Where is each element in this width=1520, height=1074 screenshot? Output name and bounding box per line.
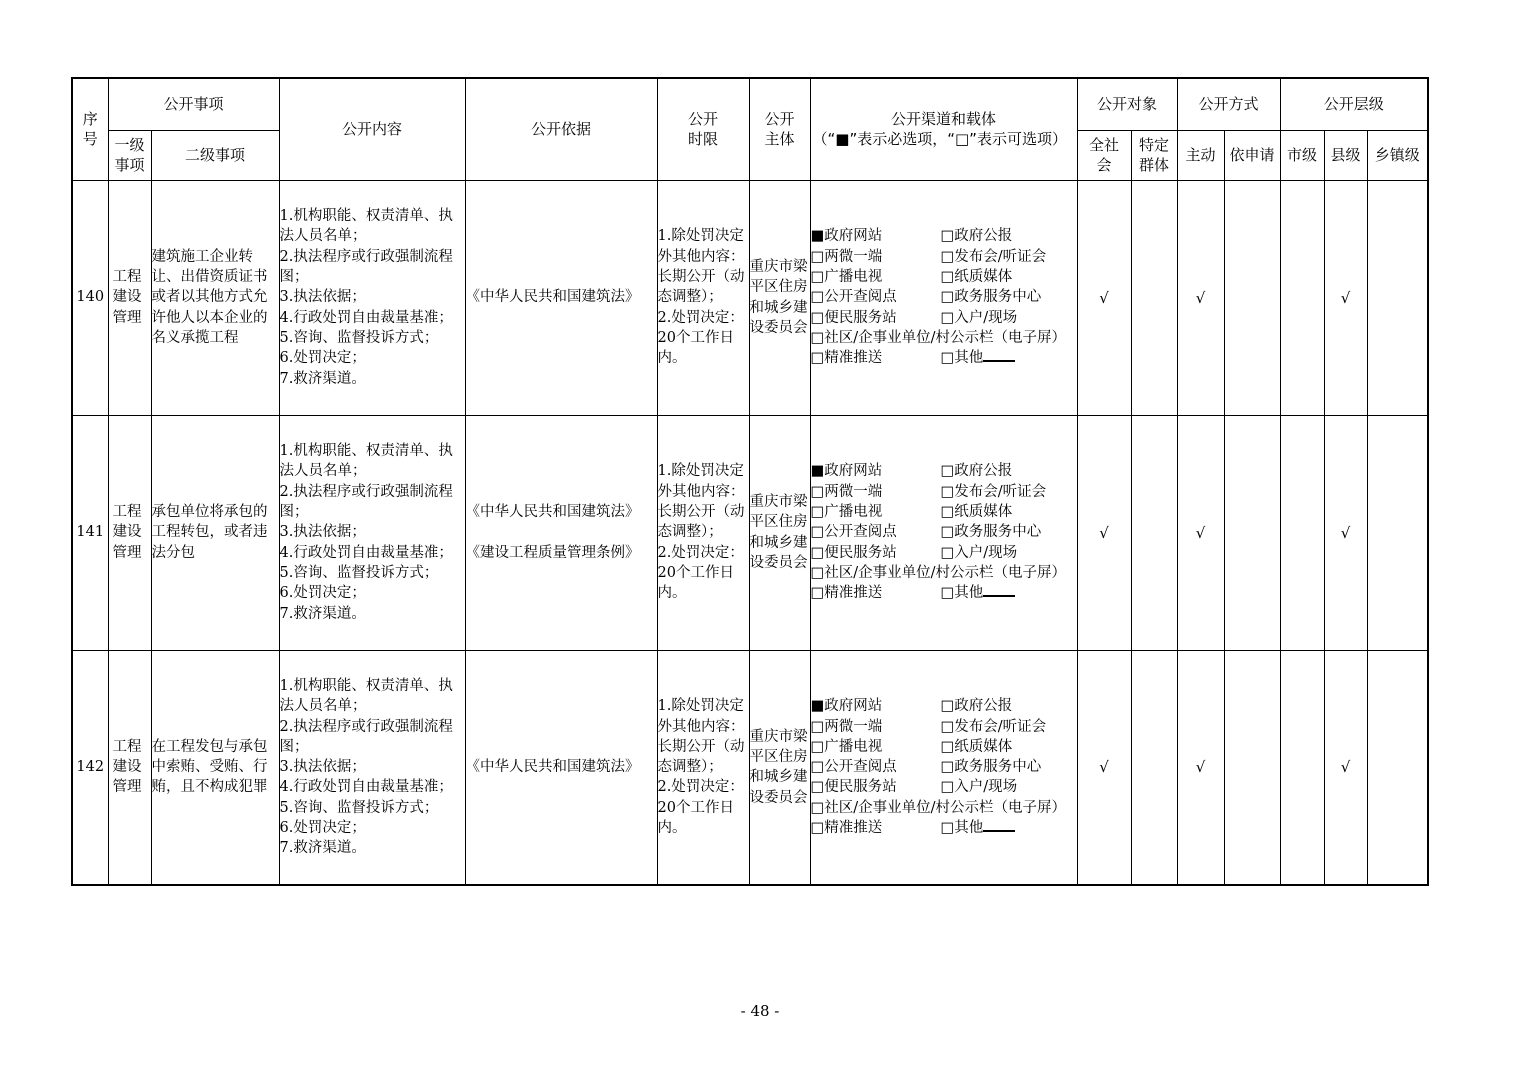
content-line: 2.执法程序或行政强制流程图； [279, 718, 453, 755]
channel-option: □发布会/听证会 [940, 718, 1047, 735]
content-line: 5.咨询、监督投诉方式； [279, 564, 439, 581]
deadline-line: 2.处罚决定：20个工作日内。 [657, 309, 744, 367]
header-item-group: 公开事项 [108, 78, 279, 130]
mark-level-town [1367, 650, 1428, 885]
content-line: 3.执法依据； [279, 289, 366, 306]
row-deadline [657, 650, 749, 885]
deadline-line: 1.除处罚决定外其他内容：长期公开（动态调整）； [657, 463, 745, 541]
blank-underline [983, 348, 1015, 362]
channel-option-other [941, 348, 1071, 368]
content-line: 1.机构职能、权责清单、执法人员名单； [279, 677, 453, 715]
channel-other-text: □其他 [940, 819, 984, 836]
header-content: 公开内容 [279, 78, 465, 180]
channel-option: □纸质媒体 [940, 504, 1013, 521]
channel-option: □便民服务站 [810, 309, 897, 326]
header-channels-title: 公开渠道和载体 [891, 110, 997, 129]
channel-option: □公开查阅点 [810, 524, 897, 541]
header-channels-note: （“■”表示必选项，“□”表示可选项） [812, 130, 1067, 149]
mark-target-specific [1131, 415, 1177, 650]
row-level2-text: 在工程发包与承包中索贿、受贿、行贿，且不构成犯罪 [151, 738, 268, 796]
basis-line: 《中华人民共和国建筑法》 [465, 289, 640, 306]
header-target-specific-label: 特定群体 [1139, 136, 1170, 174]
header-basis: 公开依据 [465, 78, 657, 180]
channel-option: □政府公报 [940, 463, 1013, 480]
channel-option: □发布会/听证会 [940, 248, 1047, 265]
channel-list [811, 696, 1077, 838]
row-subject [749, 180, 810, 415]
content-line: 4.行政处罚自由裁量基准； [279, 544, 453, 561]
channel-option: □入户/现场 [940, 779, 1018, 796]
row-seq: 140 [72, 180, 108, 415]
header-level2: 二级事项 [151, 130, 279, 180]
content-line: 7.救济渠道。 [279, 370, 366, 387]
content-line: 6.处罚决定； [279, 350, 366, 367]
mark-level-town [1367, 180, 1428, 415]
content-line: 6.处罚决定； [279, 585, 366, 602]
mark-level-city [1280, 180, 1324, 415]
header-level-city: 市级 [1280, 130, 1324, 180]
header-target: 公开对象 [1077, 78, 1177, 130]
mark-level-county: √ [1324, 650, 1367, 885]
header-target-all-label: 全社会 [1089, 136, 1120, 174]
mark-method-apply [1224, 180, 1280, 415]
mark-target-specific [1131, 180, 1177, 415]
row-seq: 142 [72, 650, 108, 885]
header-level-county: 县级 [1324, 130, 1367, 180]
mark-level-town [1367, 415, 1428, 650]
disclosure-table [71, 77, 1429, 886]
mark-method-apply [1224, 650, 1280, 885]
channel-option: □政务服务中心 [940, 524, 1042, 541]
header-method: 公开方式 [1177, 78, 1280, 130]
header-level-town: 乡镇级 [1367, 130, 1428, 180]
mark-level-city [1280, 415, 1324, 650]
content-line: 7.救济渠道。 [279, 605, 366, 622]
mark-level-city [1280, 650, 1324, 885]
channel-option: □政务服务中心 [940, 759, 1042, 776]
content-line: 7.救济渠道。 [279, 840, 366, 857]
row-content [279, 415, 465, 650]
channel-option: □精准推送 [810, 350, 883, 367]
header-level1-label: 一级事项 [114, 136, 145, 174]
basis-line: 《中华人民共和国建筑法》 [465, 759, 640, 776]
row-level1 [108, 180, 151, 415]
channel-other-text: □其他 [940, 585, 984, 602]
row-level2 [151, 650, 279, 885]
row-level2 [151, 415, 279, 650]
header-seq-label: 序号 [82, 110, 98, 149]
mark-level-county: √ [1324, 415, 1367, 650]
channel-option: □政府公报 [940, 698, 1013, 715]
row-subject-text: 重庆市梁平区住房和城乡建设委员会 [749, 258, 808, 336]
row-channels [810, 415, 1077, 650]
row-subject [749, 650, 810, 885]
header-deadline [657, 78, 749, 180]
row-level1 [108, 415, 151, 650]
channel-option-other [941, 583, 1071, 603]
header-channels [810, 78, 1077, 180]
table-row [72, 180, 1428, 415]
content-line: 5.咨询、监督投诉方式； [279, 329, 439, 346]
row-subject [749, 415, 810, 650]
basis-line: 《建设工程质量管理条例》 [465, 544, 640, 561]
row-level1-text: 工程建设管理 [112, 504, 142, 561]
channel-option: □公开查阅点 [810, 759, 897, 776]
content-line: 3.执法依据； [279, 524, 366, 541]
channel-option: □入户/现场 [940, 309, 1018, 326]
row-seq: 141 [72, 415, 108, 650]
channel-option: □政府公报 [940, 228, 1013, 245]
channel-option: □便民服务站 [810, 779, 897, 796]
channel-option: □纸质媒体 [940, 269, 1013, 286]
row-basis [465, 180, 657, 415]
channel-option: □广播电视 [810, 504, 883, 521]
channel-option-wide: □社区/企事业单位/村公示栏（电子屏） [810, 564, 1066, 581]
deadline-line: 1.除处罚决定外其他内容：长期公开（动态调整）； [657, 228, 745, 306]
row-content [279, 180, 465, 415]
channel-option: □便民服务站 [810, 544, 897, 561]
channel-option: ■政府网站 [810, 698, 883, 715]
channel-option: □公开查阅点 [810, 289, 897, 306]
content-line: 4.行政处罚自由裁量基准； [279, 309, 453, 326]
mark-target-specific [1131, 650, 1177, 885]
channel-option: □精准推送 [810, 819, 883, 836]
channel-option-wide: □社区/企事业单位/村公示栏（电子屏） [810, 799, 1066, 816]
header-level1 [108, 130, 151, 180]
deadline-line: 1.除处罚决定外其他内容：长期公开（动态调整）； [657, 698, 745, 776]
mark-level-county: √ [1324, 180, 1367, 415]
content-line: 1.机构职能、权责清单、执法人员名单； [279, 443, 453, 480]
row-level2-text: 建筑施工企业转让、出借资质证书或者以其他方式允许他人以本企业的名义承揽工程 [151, 248, 268, 346]
content-line: 2.执法程序或行政强制流程图； [279, 248, 453, 286]
row-channels [810, 650, 1077, 885]
content-line: 2.执法程序或行政强制流程图； [279, 483, 453, 521]
channel-option: □入户/现场 [940, 544, 1018, 561]
channel-option: □广播电视 [810, 738, 883, 755]
basis-line: 《中华人民共和国建筑法》 [465, 504, 640, 521]
row-basis [465, 650, 657, 885]
header-subject [749, 78, 810, 180]
row-deadline [657, 180, 749, 415]
header-deadline-label: 公开时限 [688, 110, 719, 149]
channel-option: □纸质媒体 [940, 738, 1013, 755]
header-target-all [1077, 130, 1131, 180]
row-level1-text: 工程建设管理 [112, 269, 142, 326]
row-deadline [657, 415, 749, 650]
content-line: 1.机构职能、权责清单、执法人员名单； [279, 208, 453, 245]
row-subject-text: 重庆市梁平区住房和城乡建设委员会 [749, 493, 808, 571]
channel-list [811, 226, 1077, 368]
page-number: - 48 - [740, 1002, 780, 1020]
channel-option-wide: □社区/企事业单位/村公示栏（电子屏） [810, 329, 1066, 346]
table-body [72, 180, 1428, 885]
channel-option: □精准推送 [810, 585, 883, 602]
header-method-active: 主动 [1177, 130, 1224, 180]
channel-option: □发布会/听证会 [940, 483, 1047, 500]
mark-method-apply [1224, 415, 1280, 650]
row-level1-text: 工程建设管理 [112, 738, 142, 796]
channel-option: □两微一端 [810, 718, 883, 735]
row-content [279, 650, 465, 885]
deadline-line: 2.处罚决定：20个工作日内。 [657, 544, 744, 602]
channel-option: ■政府网站 [810, 463, 883, 480]
row-level1 [108, 650, 151, 885]
row-level2-text: 承包单位将承包的工程转包，或者违法分包 [151, 504, 268, 561]
mark-target-all: √ [1077, 650, 1131, 885]
header-subject-label: 公开主体 [764, 110, 795, 149]
content-line: 6.处罚决定； [279, 819, 366, 836]
channel-option: ■政府网站 [810, 228, 883, 245]
content-line: 4.行政处罚自由裁量基准； [279, 779, 453, 796]
header-method-apply: 依申请 [1224, 130, 1280, 180]
row-basis [465, 415, 657, 650]
channel-option: □两微一端 [810, 248, 883, 265]
row-subject-text: 重庆市梁平区住房和城乡建设委员会 [749, 728, 808, 806]
header-seq [72, 78, 108, 180]
content-line: 3.执法依据； [279, 759, 366, 776]
mark-method-active: √ [1177, 650, 1224, 885]
row-level2 [151, 180, 279, 415]
deadline-line: 2.处罚决定：20个工作日内。 [657, 779, 744, 836]
channel-option: □广播电视 [810, 269, 883, 286]
table-row [72, 650, 1428, 885]
mark-target-all: √ [1077, 180, 1131, 415]
blank-underline [983, 818, 1015, 832]
blank-underline [983, 583, 1015, 597]
mark-target-all: √ [1077, 415, 1131, 650]
channel-option-other [941, 818, 1071, 838]
channel-option: □两微一端 [810, 483, 883, 500]
mark-method-active: √ [1177, 415, 1224, 650]
row-channels [810, 180, 1077, 415]
header-target-specific [1131, 130, 1177, 180]
channel-other-text: □其他 [940, 350, 984, 367]
table-row [72, 415, 1428, 650]
mark-method-active: √ [1177, 180, 1224, 415]
channel-list [811, 461, 1077, 603]
channel-option: □政务服务中心 [940, 289, 1042, 306]
content-line: 5.咨询、监督投诉方式； [279, 799, 439, 816]
header-level: 公开层级 [1280, 78, 1428, 130]
